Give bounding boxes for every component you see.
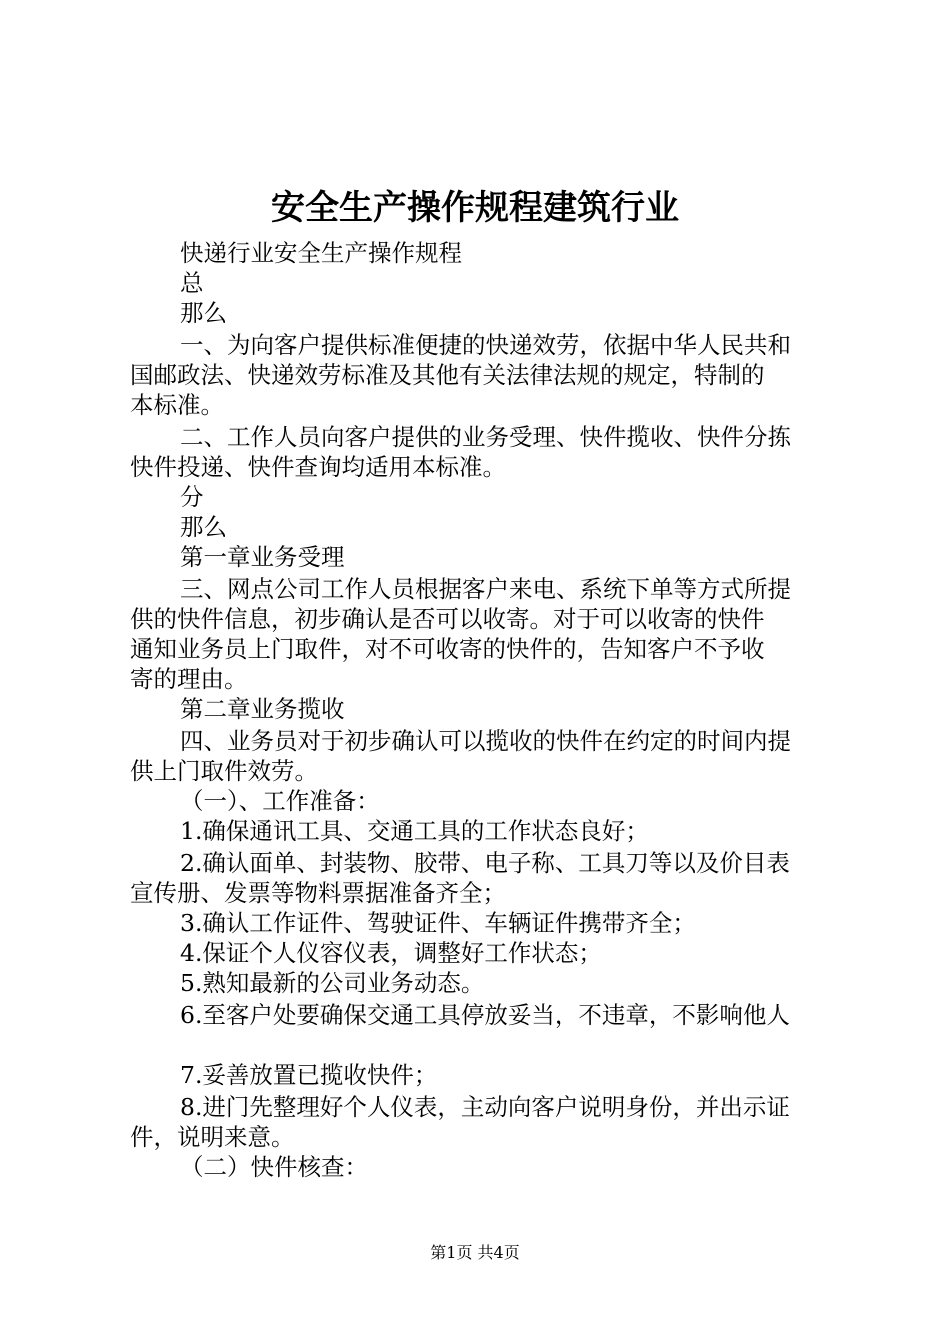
body-line: 本标准。 (130, 391, 224, 419)
body-line: 那么 (180, 299, 227, 327)
body-line: 二、工作人员向客户提供的业务受理、快件揽收、快件分拣 (180, 423, 791, 451)
section-heading: （二）快件核查： (180, 1153, 368, 1181)
body-line: 快件投递、快件查询均适用本标准。 (130, 453, 506, 481)
list-item: 2.确认面单、封装物、胶带、电子称、工具刀等以及价目表 (180, 849, 790, 877)
list-item: 3.确认工作证件、驾驶证件、车辆证件携带齐全； (180, 909, 696, 937)
list-item: 5.熟知最新的公司业务动态。 (180, 969, 485, 997)
body-line: 三、网点公司工作人员根据客户来电、系统下单等方式所提 (180, 575, 791, 603)
body-line: 总 (180, 269, 204, 297)
body-line: 一、为向客户提供标准便捷的快递效劳，依据中华人民共和 (180, 331, 791, 359)
list-item: 7.妥善放置已揽收快件； (180, 1061, 438, 1089)
document-title: 安全生产操作规程建筑行业 (271, 188, 679, 228)
list-item: 6.至客户处要确保交通工具停放妥当，不违章，不影响他人 (180, 1001, 790, 1029)
body-line: 那么 (180, 513, 227, 541)
list-item: 4.保证个人仪容仪表，调整好工作状态； (180, 939, 602, 967)
body-line: 寄的理由。 (130, 665, 248, 693)
list-item: 宣传册、发票等物料票据准备齐全； (130, 879, 506, 907)
list-item: 1.确保通讯工具、交通工具的工作状态良好； (180, 817, 649, 845)
list-item: 件，说明来意。 (130, 1123, 295, 1151)
body-line: 四、业务员对于初步确认可以揽收的快件在约定的时间内提 (180, 727, 791, 755)
list-item: 8.进门先整理好个人仪表，主动向客户说明身份，并出示证 (180, 1093, 790, 1121)
body-line: 分 (180, 483, 204, 511)
body-line: 通知业务员上门取件，对不可收寄的快件的，告知客户不予收 (130, 635, 765, 663)
body-line: 国邮政法、快递效劳标准及其他有关法律法规的规定，特制的 (130, 361, 765, 389)
chapter-heading: 第一章业务受理 (180, 543, 345, 571)
chapter-heading: 第二章业务揽收 (180, 695, 345, 723)
section-heading: （一）、工作准备： (180, 787, 380, 815)
body-line: 快递行业安全生产操作规程 (180, 239, 462, 267)
body-line: 供上门取件效劳。 (130, 757, 318, 785)
page-footer: 第1页 共4页 (430, 1243, 520, 1262)
body-line: 供的快件信息，初步确认是否可以收寄。对于可以收寄的快件 (130, 605, 765, 633)
